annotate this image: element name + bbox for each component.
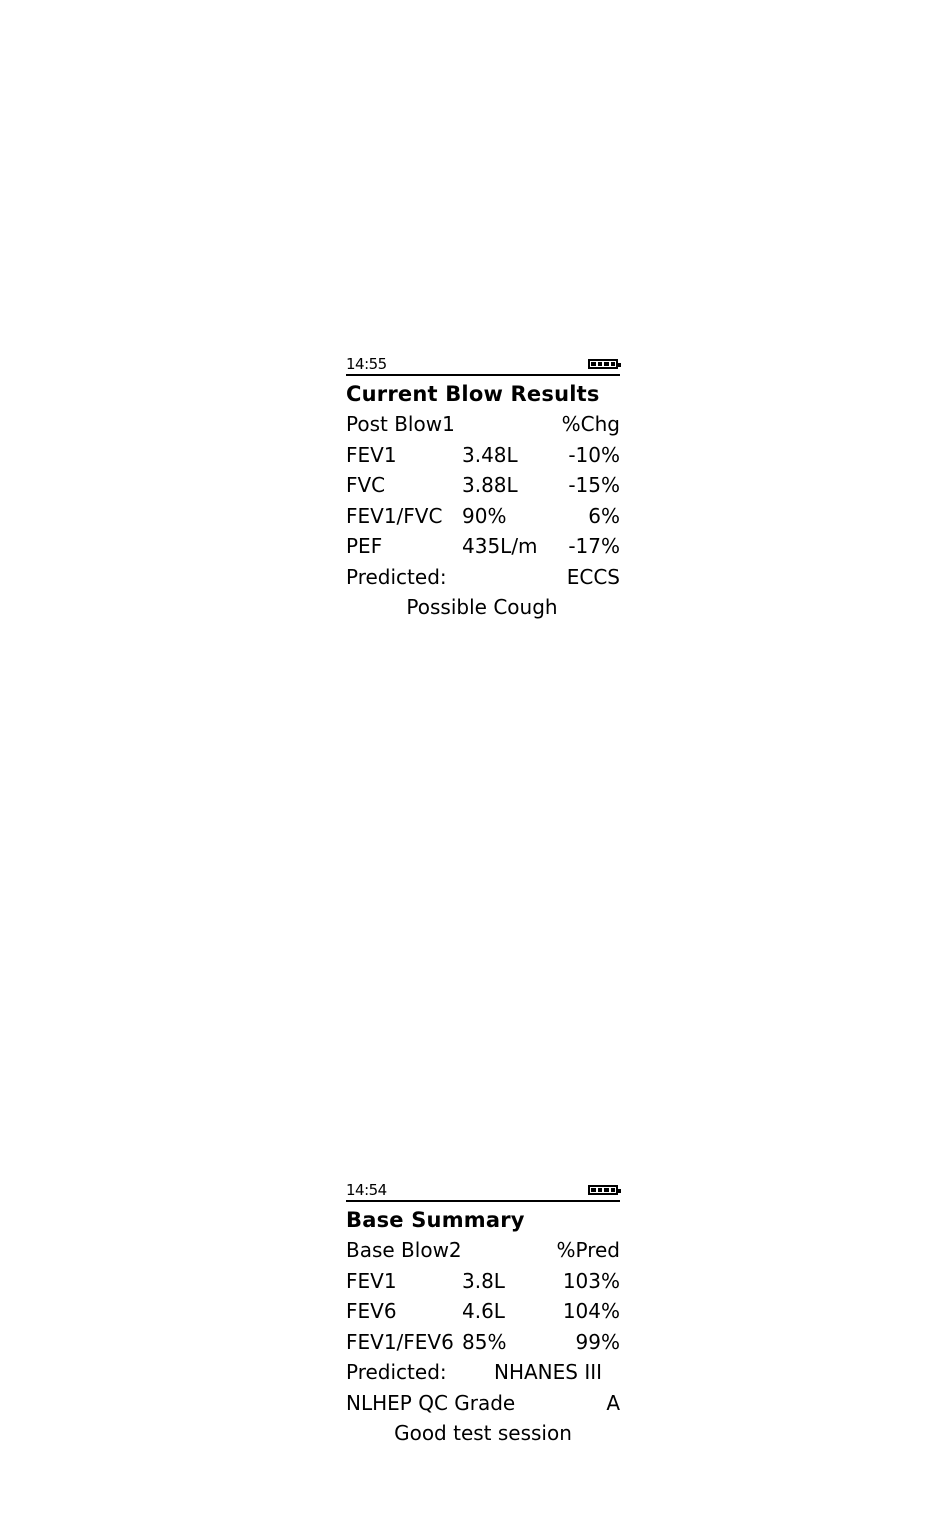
qc-grade-value: A <box>606 1390 620 1415</box>
result-label: FEV1/FVC <box>346 503 443 528</box>
result-percent-pred: 104% <box>562 1299 620 1323</box>
result-change: -15% <box>568 473 620 497</box>
qc-grade-row <box>346 1388 620 1419</box>
result-label: FEV6 <box>346 1299 397 1323</box>
predicted-value: ECCS <box>566 564 620 589</box>
result-row-fev1-fvc <box>346 501 620 532</box>
change-column-header: %Chg <box>561 412 620 436</box>
result-label: FVC <box>346 473 386 497</box>
result-label: FEV1 <box>346 1268 397 1293</box>
qc-grade-label: NLHEP QC Grade <box>346 1390 516 1415</box>
result-row-pef <box>346 531 620 562</box>
status-message: Good test session <box>394 1421 572 1445</box>
battery-full-icon <box>588 1185 618 1195</box>
screen-title: Current Blow Results <box>346 382 600 406</box>
status-message: Possible Cough <box>406 595 558 619</box>
result-label: PEF <box>346 534 383 558</box>
summary-row-fev1 <box>346 1266 620 1297</box>
summary-header-row <box>346 1235 620 1266</box>
battery-full-icon <box>588 359 618 369</box>
predicted-row <box>346 1357 620 1388</box>
summary-row-fev1-fev6 <box>346 1327 620 1358</box>
blow-label: Post Blow1 <box>346 412 455 436</box>
clock: 14:54 <box>346 1181 387 1199</box>
results-header-row <box>346 409 620 440</box>
clock: 14:55 <box>346 355 387 373</box>
result-value: 3.8L <box>462 1268 505 1293</box>
pred-column-header: %Pred <box>556 1238 620 1262</box>
summary-row-fev6 <box>346 1296 620 1327</box>
status-bar <box>346 354 620 376</box>
result-value: 3.88L <box>462 473 518 497</box>
result-value: 90% <box>462 503 507 528</box>
result-change: -10% <box>568 442 620 467</box>
result-value: 85% <box>462 1329 507 1354</box>
result-percent-pred: 99% <box>575 1329 620 1354</box>
result-change: 6% <box>588 503 620 528</box>
result-label: FEV1/FEV6 <box>346 1329 454 1354</box>
predicted-label: Predicted: <box>346 1360 447 1384</box>
result-percent-pred: 103% <box>562 1268 620 1293</box>
status-bar <box>346 1180 620 1202</box>
base-summary-screen <box>346 1180 620 1449</box>
result-value: 3.48L <box>462 442 518 467</box>
blow-label: Base Blow2 <box>346 1238 462 1262</box>
result-row-fvc <box>346 470 620 501</box>
result-change: -17% <box>568 534 620 558</box>
predicted-row <box>346 562 620 593</box>
result-value: 435L/m <box>462 534 538 558</box>
result-value: 4.6L <box>462 1299 505 1323</box>
predicted-value: NHANES III <box>494 1360 603 1384</box>
result-row-fev1 <box>346 440 620 471</box>
current-blow-results-screen <box>346 354 620 623</box>
screen-title: Base Summary <box>346 1208 525 1232</box>
result-label: FEV1 <box>346 442 397 467</box>
predicted-label: Predicted: <box>346 564 447 589</box>
